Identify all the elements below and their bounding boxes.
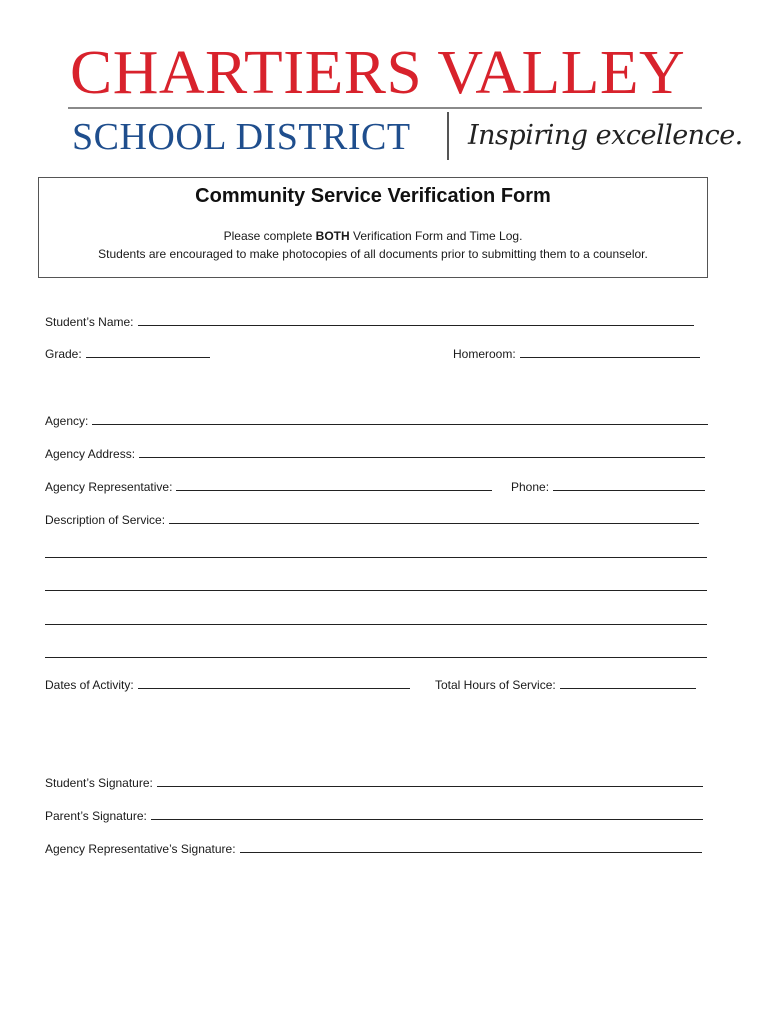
dates-row (45, 677, 435, 693)
agency-row (45, 413, 715, 429)
grade-row (45, 346, 245, 362)
phone-field[interactable] (553, 479, 705, 491)
total-hours-label: Total Hours of Service: (435, 678, 556, 692)
total-hours-field[interactable] (560, 677, 696, 689)
dates-field[interactable] (138, 677, 410, 689)
instruction-prefix: Please complete (223, 229, 316, 243)
homeroom-label: Homeroom: (453, 347, 516, 361)
description-line-3 (45, 579, 715, 595)
parent-signature-field[interactable] (151, 808, 703, 820)
phone-label: Phone: (511, 480, 550, 494)
form-title: Community Service Verification Form (195, 185, 551, 207)
parent-signature-label: Parent’s Signature: (45, 809, 147, 823)
parent-signature-row (45, 808, 715, 824)
agency-rep-label: Agency Representative: (45, 480, 173, 494)
agency-rep-field[interactable] (176, 479, 492, 491)
student-name-row (45, 314, 705, 330)
description-row (45, 512, 715, 528)
description-line-4 (45, 613, 715, 629)
student-name-field[interactable] (138, 314, 694, 326)
description-line-2 (45, 546, 715, 562)
agency-label: Agency: (45, 414, 89, 428)
description-field-line-5[interactable] (45, 646, 707, 658)
agency-address-field[interactable] (139, 446, 705, 458)
logo-name-line: CHARTIERS VALLEY (70, 39, 686, 107)
agency-rep-signature-row (45, 841, 715, 857)
phone-row (511, 479, 715, 495)
instruction-line-2: Students are encouraged to make photocopies of all documents prior to submitting them to a counselor. (98, 247, 648, 261)
logo-district-line: SCHOOL DISTRICT (72, 116, 411, 158)
logo-tagline: Inspiring excellence. (468, 120, 743, 151)
description-line-5 (45, 646, 715, 662)
grade-label: Grade: (45, 347, 82, 361)
student-signature-row (45, 775, 715, 791)
agency-address-row (45, 446, 715, 462)
agency-field[interactable] (92, 413, 708, 425)
description-field[interactable] (169, 512, 699, 524)
total-hours-row (435, 677, 715, 693)
logo-divider (68, 107, 702, 109)
agency-rep-signature-field[interactable] (240, 841, 702, 853)
dates-label: Dates of Activity: (45, 678, 134, 692)
agency-rep-signature-label: Agency Representative’s Signature: (45, 842, 236, 856)
description-field-line-4[interactable] (45, 613, 707, 625)
logo-vertical-divider (447, 112, 449, 160)
description-field-line-2[interactable] (45, 546, 707, 558)
student-name-label: Student’s Name: (45, 315, 134, 329)
student-signature-field[interactable] (157, 775, 703, 787)
homeroom-field[interactable] (520, 346, 700, 358)
instruction-bold: BOTH (315, 229, 350, 243)
agency-rep-row (45, 479, 505, 495)
grade-field[interactable] (86, 346, 210, 358)
district-logo (0, 0, 770, 170)
instruction-suffix: Verification Form and Time Log. (349, 229, 523, 243)
student-signature-label: Student’s Signature: (45, 776, 153, 790)
description-label: Description of Service: (45, 513, 166, 527)
instruction-line-1 (39, 228, 707, 244)
description-field-line-3[interactable] (45, 579, 707, 591)
agency-address-label: Agency Address: (45, 447, 136, 461)
form-header-box (38, 177, 708, 278)
homeroom-row (453, 346, 713, 362)
